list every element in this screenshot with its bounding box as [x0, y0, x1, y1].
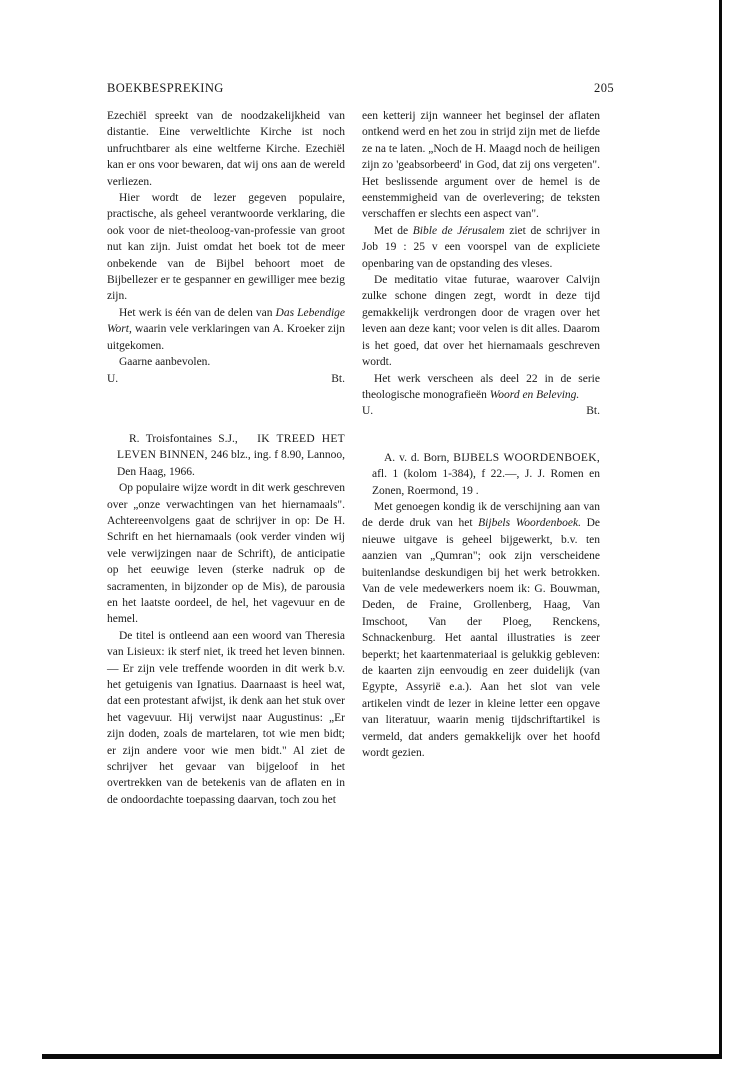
- text-run: ziet de schrijver in Job 19 : 25 v een voorspel van de expliciete openbaring van de opstanding des vleses.: [362, 224, 600, 270]
- review1-paragraph: Gaarne aanbevolen.: [119, 356, 211, 369]
- page-number: 205: [594, 81, 614, 95]
- signature-initial: U.: [362, 405, 374, 418]
- review2-paragraph: De titel is ontleend aan een woord van Theresia van Lisieux: ik sterf niet, ik treed het leven binnen. — Er zijn vele treffende woorden in dit werk b.v. het getuigenis van Ignatius. Daarnaast is heel wat, dat een protestant afwijst, ik denk aan het stuk over het vagevuur. Hij verwijst naar Augustinus: „Er zijn doden, zoals de martelaren, tot wie men bidt; er zijn andere voor wie men bidt." Al ziet de schrijver het gevaar van bijgeloof in het overtrekken van de betekenis van de aflaten en in de ondoordachte toepassing daarvan, toch zou het: [107, 629, 345, 806]
- review3-header: [362, 450, 600, 499]
- signature-initial: Bt.: [331, 372, 345, 385]
- review1-paragraph: [107, 305, 345, 354]
- text-run: Het werk is één van de delen van: [119, 306, 276, 319]
- review2-paragraph: [362, 371, 600, 404]
- left-column: [107, 108, 345, 808]
- right-column: [362, 108, 600, 761]
- review2-paragraph: Op populaire wijze wordt in dit werk geschreven over „onze verwachtingen van het hiernamaals". Achtereenvolgens gaat de schrijver in op: De H. Schrift en het hiernamaals (ook verder vinden wij vele verwijzingen naar de Schrift), de anticipatie op het eeuwige leven (sterke nadruk op de sacramenten, in bijzonder op de Mis), de parousia en het laatste oordeel, de hel, het vagevuur en de hemel.: [107, 482, 345, 626]
- review3-author: A. v. d. Born,: [384, 451, 450, 464]
- review2-header: [107, 431, 345, 480]
- review3-details: afl. 1 (kolom 1-384), f 22.—, J. J. Romen en Zonen, Roermond, 19 .: [372, 468, 600, 497]
- review1-paragraph: Hier wordt de lezer gegeven populaire, practische, als geheel verantwoorde verklaring, die ook voor de niet-theoloog-van-professie van groot nut kan zijn. Juist omdat het boek tot de meer onbekende van de Bijbel behoort moet de Bijbellezer er te gespanner en gewilliger mee bezig zijn.: [107, 192, 345, 303]
- review3-title: BIJBELS WOORDENBOEK,: [453, 451, 601, 464]
- text-run: Met genoegen kondig ik de verschijning aan van de derde druk van het: [362, 500, 600, 530]
- italic-title: Das Lebendige Wort,: [107, 306, 345, 336]
- review1-paragraph: Ezechiël spreekt van de noodzakelijkheid van distantie. Eine verweltlichte Kirche ist noch unfruchtbarer als eine weltferne Kirche. Ezechiël kan er ons voor bewaren, dat wij ons aan de wereld verliezen.: [107, 110, 345, 188]
- review2-signature: [362, 403, 600, 419]
- italic-title: Bijbels Woordenboek.: [478, 517, 581, 530]
- text-run: De nieuwe uitgave is geheel bijgewerkt, b.v. ten aanzien van „Qumran"; ook zijn verscheidene buitenlandse deskundigen bij het werk betrokken. Van de vele medewerkers noem ik: G. Bouwman, Deden, de Fraine, Grollenberg, Haag, Van Imschoot, Van der Ploeg, Renckens, Schnackenburg. Het aantal illustraties is zeer beperkt; het kaartenmateriaal is gelukkig gebleven: de kaarten zijn eenvoudig en zeer duidelijk (van Egypte, Assyrië e.a.). Aan het slot van vele artikelen vindt de lezer in kleine letter een opgave van literatuur, waarin menig tijdschriftartikel is vermeld, dat anders gemakkelijk over het hoofd wordt gezien.: [362, 517, 600, 760]
- review2-details: 246 blz., ing. f 8.90, Lannoo, Den Haag, 1966.: [117, 449, 346, 478]
- review1-signature: [107, 371, 345, 387]
- review2-paragraph: De meditatio vitae futurae, waarover Calvijn zulke schone dingen zegt, wordt in deze tijd gemakkelijk verdrongen door de vragen over het leven aan deze kant; voor velen is dit alles. Daarom is het goed, dat over het hiernamaals geschreven wordt.: [362, 274, 600, 369]
- review2-author: R. Troisfontaines S.J.,: [129, 432, 238, 445]
- italic-title: Woord en Beleving.: [489, 388, 580, 401]
- signature-initial: U.: [107, 372, 119, 385]
- italic-title: Bible de Jérusalem: [412, 224, 505, 237]
- text-run: Het werk verscheen als deel 22 in de serie theologische monografieën: [362, 372, 600, 401]
- review3-paragraph: [362, 499, 600, 762]
- scan-edge-bottom: [42, 1054, 722, 1059]
- scan-edge-right: [719, 0, 722, 1058]
- review2-title: IK TREED HET LEVEN BINNEN,: [117, 432, 346, 462]
- review2-paragraph: [362, 223, 600, 272]
- review2-paragraph-continued: een ketterij zijn wanneer het beginsel der aflaten ontkend werd en het zou in strijd zijn met de liefde ze na te laten. „Noch de H. Maagd noch de heiligen zijn zo 'geabsorbeerd' in God, dat zij ons vergeten". Het beslissende argument over de hemel is de eenstemmigheid van de overlevering; de teksten verschaffen er slechts een aspect van".: [362, 110, 600, 221]
- running-head-title: BOEKBESPREKING: [107, 81, 224, 95]
- signature-initial: Bt.: [586, 405, 600, 418]
- text-run: waarin vele verklaringen van A. Kroeker zijn uitgekomen.: [107, 323, 345, 352]
- text-run: Met de: [374, 224, 413, 237]
